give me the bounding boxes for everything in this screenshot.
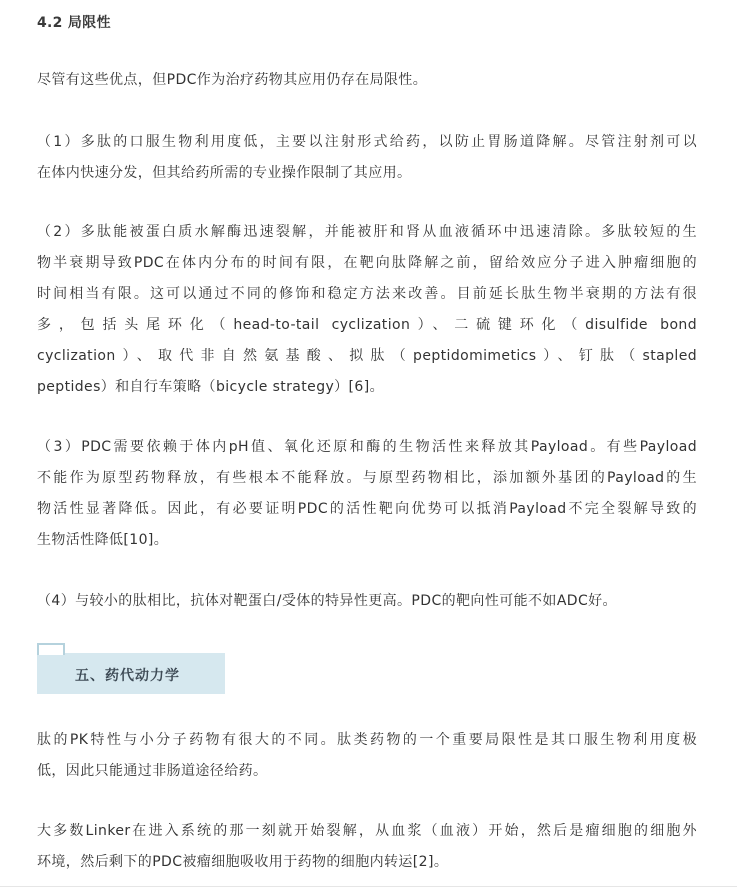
text-line: （4）与较小的肽相比，抗体对靶蛋白/受体的特异性更高。PDC的靶向性可能不如ADC好。 (37, 593, 617, 609)
pk-paragraph-1 (37, 725, 697, 787)
text-line: 多，包括头尾环化（head-to-tail cyclization）、二硫键环化（disulfide bond (37, 317, 697, 333)
text-line: 在体内快速分发，但其给药所需的专业操作限制了其应用。 (37, 165, 412, 181)
intro-paragraph (37, 65, 697, 96)
text-line: 大多数Linker在进入系统的那一刻就开始裂解，从血浆（血液）开始，然后是瘤细胞的细胞外 (37, 823, 697, 839)
text-line: 生物活性降低[10]。 (37, 532, 169, 548)
limitation-2-paragraph (37, 217, 697, 403)
text-line: 物活性显著降低。因此，有必要证明PDC的活性靶向优势可以抵消Payload不完全裂解导致的 (37, 501, 697, 517)
text-line: 尽管有这些优点，但PDC作为治疗药物其应用仍存在局限性。 (37, 72, 428, 88)
text-line: （3）PDC需要依赖于体内pH值、氧化还原和酶的生物活性来释放其Payload。有些Payload (37, 439, 697, 455)
limitation-1-paragraph (37, 127, 697, 189)
section-title: 五、药代动力学 (75, 668, 180, 684)
section-heading: 4.2 局限性 (37, 15, 111, 31)
text-line: cyclization）、取代非自然氨基酸、拟肽（peptidomimetics）、钉肽（stapled (37, 348, 697, 364)
bottom-divider (0, 886, 737, 887)
section-title-box (37, 653, 225, 694)
limitation-3-paragraph (37, 432, 697, 556)
section-corner-decoration (37, 643, 65, 655)
text-line: 不能作为原型药物释放，有些根本不能释放。与原型药物相比，添加额外基团的Payload的生 (37, 470, 697, 486)
text-line: 时间相当有限。这可以通过不同的修饰和稳定方法来改善。目前延长肽生物半衰期的方法有很 (37, 286, 697, 302)
text-line: 物半衰期导致PDC在体内分布的时间有限，在靶向肽降解之前，留给效应分子进入肿瘤细胞的 (37, 255, 697, 271)
pk-paragraph-2 (37, 816, 697, 878)
text-line: 低，因此只能通过非肠道途径给药。 (37, 763, 268, 779)
text-line: 环境，然后剩下的PDC被瘤细胞吸收用于药物的细胞内转运[2]。 (37, 854, 449, 870)
text-line: （2）多肽能被蛋白质水解酶迅速裂解，并能被肝和肾从血液循环中迅速清除。多肽较短的生 (37, 224, 697, 240)
limitation-4-paragraph (37, 586, 697, 617)
text-line: peptides）和自行车策略（bicycle strategy）[6]。 (37, 379, 384, 395)
text-line: （1）多肽的口服生物利用度低，主要以注射形式给药，以防止胃肠道降解。尽管注射剂可以 (37, 134, 697, 150)
text-line: 肽的PK特性与小分子药物有很大的不同。肽类药物的一个重要局限性是其口服生物利用度极 (37, 732, 697, 748)
